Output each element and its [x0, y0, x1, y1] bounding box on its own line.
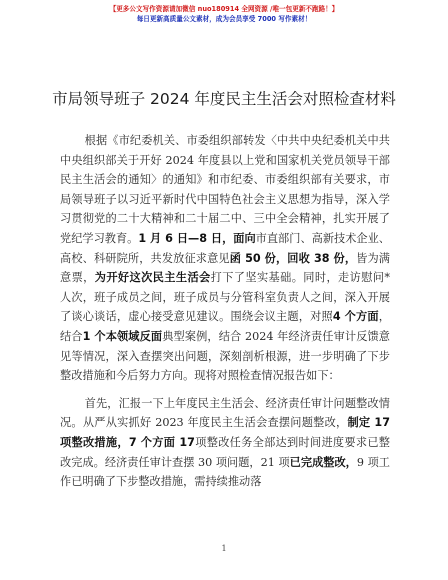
bold-run: 1 月 6 日—8 日，面向 [138, 231, 256, 245]
bold-run: 4 个方面 [332, 310, 379, 324]
text-run: 市直部门、高新技术企业、高校、科研院所，共发放征求意见 [60, 231, 390, 265]
paragraph-rectification [60, 394, 390, 492]
text-run: 典型案例，结合 2024 年经济责任审计反馈意见等情况，深入查摆突出问题，深刻剖析根源，进一步明确了下步整改措施和今后努力方向。现将对照检查情况报告如下： [60, 329, 390, 383]
document-body [60, 131, 390, 492]
text-run: 9 项工作已明确了下步整改措施，需持续推动落 [60, 455, 390, 489]
page-number: 1 [221, 544, 227, 553]
text-run: 根据《市纪委机关、市委组织部转发〈中共中央纪委机关中共中央组织部关于开好 2024 年度县以上党和国家机关党员领导干部民主生活会的通知〉的通知》和市纪委、市委组织部有关要求，市局领导班子以习近平新时代中国特色社会主义思想为指导，深入学习贯彻党的二十大精神和二十届二中、三中全会精神，扎实开展了党纪学习教育。 [60, 134, 390, 245]
promo-banner-line-2: 每日更新高质量公文素材，成为会员享受 7000 写作素材！ [136, 15, 312, 23]
bold-run: 函 50 份，回收 38 份， [229, 251, 357, 265]
document-title: 市局领导班子 2024 年度民主生活会对照检查材料 [52, 90, 396, 108]
text-run: 皆为满意票， [60, 251, 390, 285]
paragraph-intro [60, 131, 390, 386]
bold-run: 已完成整改， [289, 455, 357, 469]
bold-run: 为开好这次民主生活会 [94, 271, 211, 285]
text-run: ，结合 [60, 310, 390, 343]
bold-run: 1 个本领域反面 [82, 329, 163, 343]
promo-banner-line-1: 【更多公文写作资源请加微信 nuo180914 全网资源 /唯一包更新不跑路！】 [109, 5, 339, 13]
text-run: 打下了坚实基础。同时，走访慰问*人次，班子成员之间，班子成员与分管科室负责人之间，深入开展了谈心谈话，虚心接受意见建议。围绕会议主题，对照 [60, 271, 390, 324]
text-run: 项整改任务全部达到时间进度要求已整改完成。经济责任审计查摆 30 项问题，21 项 [60, 435, 390, 469]
bold-run: 制定 17 项整改措施，7 个方面 17 [60, 416, 390, 449]
text-run: 首先，汇报一下上年度民主生活会、经济责任审计问题整改情况。从严从实抓好 2023 年度民主生活会查摆问题整改， [60, 396, 390, 430]
promo-banner [0, 4, 448, 24]
